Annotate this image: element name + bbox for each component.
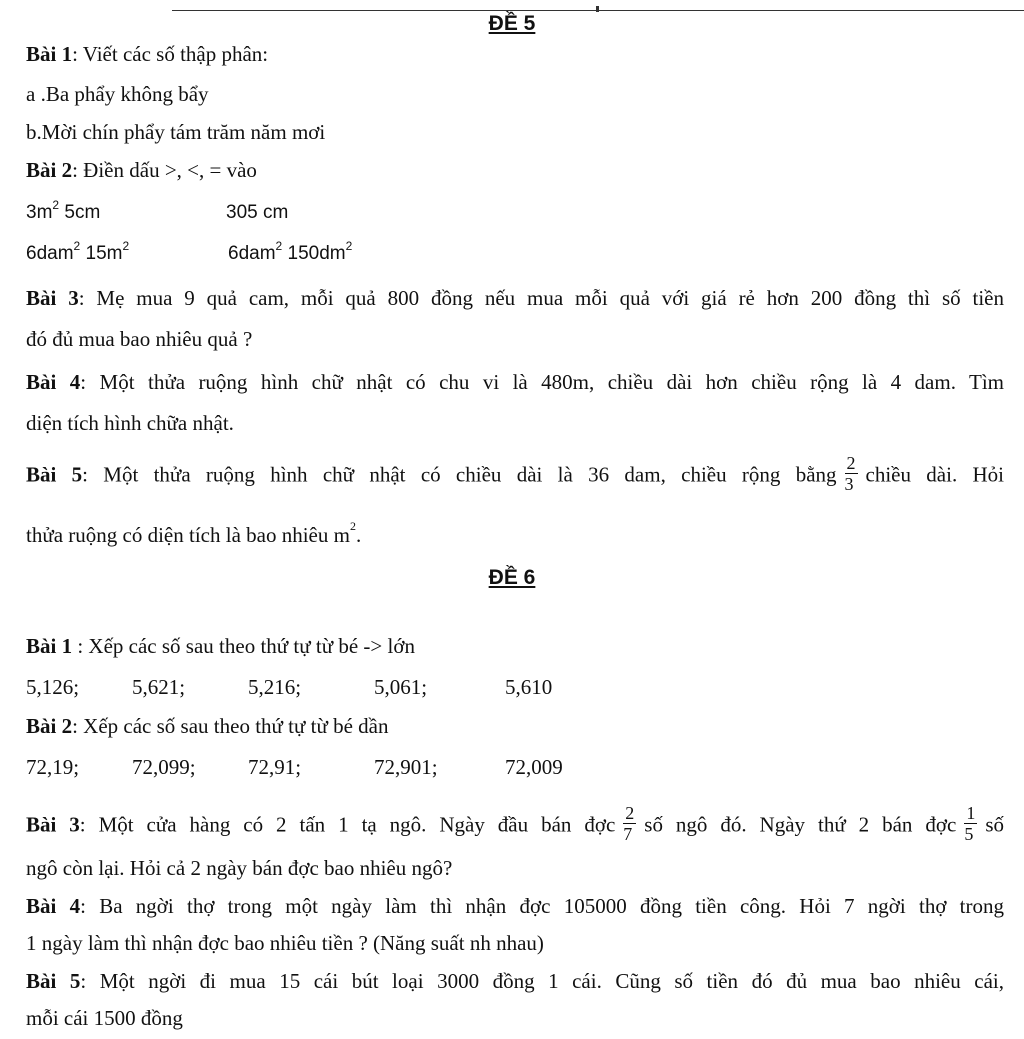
de6-bai1-number: 5,621;	[132, 675, 186, 699]
de6-bai1-heading: Bài 1 : Xếp các số sau theo thứ tự từ bé -> lớn	[26, 634, 415, 658]
de5-bai1-b: b.Mời chín phẩy tám trăm năm mơi	[26, 120, 326, 144]
de5-bai2-label: Bài 2	[26, 158, 73, 182]
de6-bai4-label: Bài 4	[26, 894, 81, 918]
de5-bai3-line1: Bài 3: Mẹ mua 9 quả cam, mỗi quả 800 đồng nếu mua mỗi quả với giá rẻ hơn 200 đồng thì số tiền	[26, 286, 1004, 310]
de6-bai2-number: 72,19;	[26, 755, 80, 779]
de5-title: ĐỀ 5	[488, 12, 536, 35]
de5-bai3-line2: đó đủ mua bao nhiêu quả ?	[26, 327, 253, 351]
de6-bai2-number: 72,009	[505, 755, 563, 779]
de5-bai1-text: : Viết các số thập phân:	[72, 42, 269, 66]
de6-bai2-number: 72,91;	[248, 755, 302, 779]
de6-bai1-number: 5,126;	[26, 675, 80, 699]
de6-bai5-label: Bài 5	[26, 969, 81, 993]
de6-bai1-label: Bài 1	[26, 634, 73, 658]
de6-bai1-number: 5,610	[505, 675, 553, 699]
de6-bai2-number: 72,099;	[132, 755, 196, 779]
de5-bai4-line2: diện tích hình chữa nhật.	[26, 411, 234, 435]
de6-bai3-line2: ngô còn lại. Hỏi cả 2 ngày bán đợc bao nhiêu ngô?	[26, 856, 453, 880]
fraction-2-3: $\frac{2}{3}$	[844, 453, 856, 494]
de5-bai2-row2-left: 6dam$^2$ $15m^2$	[26, 239, 130, 264]
de5-bai1-heading	[26, 42, 268, 67]
de6-bai2-heading: Bài 2: Xếp các số sau theo thứ tự từ bé dần	[26, 714, 389, 738]
de6-bai5-line2: mỗi cái 1500 đồng	[26, 1006, 183, 1030]
de5-bai5-line2: thửa ruộng có diện tích là bao nhiêu $m^2$.	[26, 519, 362, 547]
de5-bai1-label: Bài 1	[26, 42, 73, 66]
de6-bai3-line1: Bài 3: Một cửa hàng có 2 tấn 1 tạ ngô. Ngày đầu bán đợc $\frac{2}{7}$ số ngô đó. Ngày thứ 2 bán đợc $\frac{1}{5}$ số	[26, 803, 1004, 844]
de5-bai2-row1-right: 305 cm	[226, 202, 289, 223]
de6-bai2-label: Bài 2	[26, 714, 73, 738]
de5-bai2-row2-right: 6dam$^2$ $150dm^2$	[228, 239, 353, 264]
de6-title: ĐỀ 6	[488, 566, 536, 589]
de5-bai2-heading	[26, 158, 257, 183]
de5-bai4-line1: Bài 4: Một thửa ruộng hình chữ nhật có chu vi là 480m, chiều dài hơn chiều rộng là 4 dam. Tìm	[26, 370, 1005, 394]
de5-bai3-label: Bài 3	[26, 286, 79, 310]
de6-bai1-number: 5,061;	[374, 675, 428, 699]
de5-bai2-text: : Điền dấu >, <, = vào	[72, 158, 257, 182]
de5-bai2-row1-left: $3m^2$ 5cm	[26, 198, 101, 223]
de5-bai5-line1: Bài 5: Một thửa ruộng hình chữ nhật có chiều dài là 36 dam, chiều rộng bằng $\frac{2}{3}$ chiều dài. Hỏi	[26, 453, 1004, 494]
de6-bai4-line2: 1 ngày làm thì nhận đợc bao nhiêu tiền ? (Năng suất nh nhau)	[26, 931, 544, 955]
fraction-2-7: $\frac{2}{7}$	[623, 803, 635, 844]
de6-bai5-line1: Bài 5: Một ngời đi mua 15 cái bút loại 3000 đồng 1 cái. Cũng số tiền đó đủ mua bao nhiêu cái,	[26, 969, 1004, 993]
de5-bai5-label: Bài 5	[26, 462, 83, 487]
de6-bai3-label: Bài 3	[26, 812, 80, 837]
de5-bai1-a: a .Ba phẩy không bẩy	[26, 82, 209, 106]
de5-bai4-label: Bài 4	[26, 370, 81, 394]
fraction-1-5: $\frac{1}{5}$	[964, 803, 976, 844]
de6-bai2-number: 72,901;	[374, 755, 438, 779]
de6-bai4-line1: Bài 4: Ba ngời thợ trong một ngày làm thì nhận đợc 105000 đồng tiền công. Hỏi 7 ngời thợ trong	[26, 894, 1005, 918]
de6-bai1-number: 5,216;	[248, 675, 302, 699]
